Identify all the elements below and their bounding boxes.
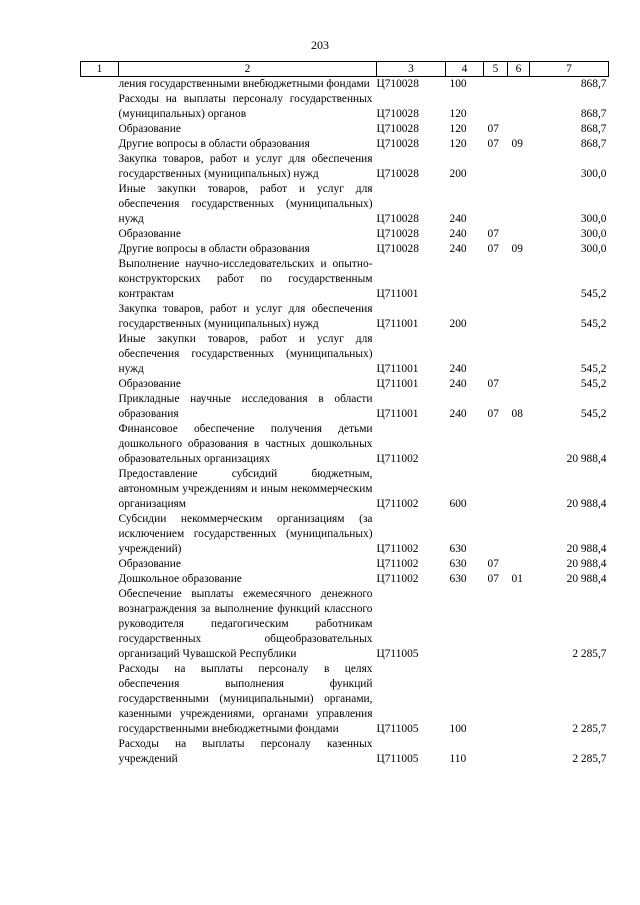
row-type-cell: 240	[449, 243, 467, 255]
row-type-cell: 100	[449, 723, 467, 735]
table-row	[81, 77, 609, 93]
row-section-cell: 07	[487, 378, 499, 390]
row-name-cell: Расходы на выплаты персоналу в целях обеспечения выполнения функций государственными (муниципальными) органами, казенными учреждениями, органами управления государственными внебюджетными фондами	[118, 663, 373, 735]
table-row	[81, 512, 609, 557]
table-row	[81, 467, 609, 512]
row-code-cell: Ц711005	[376, 648, 419, 660]
row-type-cell: 600	[449, 498, 467, 510]
row-type-cell: 240	[449, 363, 467, 375]
row-subsection-cell	[508, 467, 530, 512]
row-subsection-cell	[508, 332, 530, 377]
row-amount-cell: 545,2	[580, 318, 607, 330]
row-type-cell: 120	[449, 123, 467, 135]
table-row	[81, 332, 609, 377]
row-type-cell	[446, 257, 484, 302]
row-amount-cell: 300,0	[580, 228, 607, 240]
row-amount-cell: 545,2	[580, 378, 607, 390]
row-code-cell: Ц710028	[376, 108, 419, 120]
table-row	[81, 302, 609, 332]
column-header-6: 6	[508, 62, 530, 77]
row-type-cell: 240	[449, 408, 467, 420]
row-amount-cell: 868,7	[580, 78, 607, 90]
row-name-cell: Закупка товаров, работ и услуг для обеспечения государственных (муниципальных) нужд	[118, 303, 373, 330]
row-amount-cell: 20 988,4	[566, 453, 607, 465]
row-index-cell	[81, 182, 119, 227]
row-type-cell	[446, 422, 484, 467]
row-amount-cell: 20 988,4	[566, 573, 607, 585]
row-section-cell	[484, 332, 508, 377]
column-header-2: 2	[119, 62, 377, 77]
row-name-cell: Финансовое обеспечение получения детьми дошкольного образования в частных дошкольных образовательных организациях	[118, 423, 373, 465]
row-name-cell: Субсидии некоммерческим организациям (за исключением государственных (муниципальных) учреждений)	[118, 513, 373, 555]
row-code-cell: Ц711002	[376, 573, 419, 585]
row-subsection-cell: 01	[511, 573, 523, 585]
row-subsection-cell	[508, 377, 530, 392]
table-row	[81, 92, 609, 122]
row-index-cell	[81, 737, 119, 767]
row-index-cell	[81, 152, 119, 182]
page-number: 203	[311, 38, 329, 52]
row-code-cell: Ц710028	[376, 138, 419, 150]
row-subsection-cell	[508, 302, 530, 332]
row-section-cell	[484, 152, 508, 182]
row-code-cell: Ц711001	[376, 408, 419, 420]
row-section-cell	[484, 182, 508, 227]
table-body	[81, 77, 609, 768]
table-row	[81, 572, 609, 587]
row-index-cell	[81, 377, 119, 392]
row-amount-cell: 545,2	[580, 408, 607, 420]
row-section-cell	[484, 422, 508, 467]
column-header-4: 4	[446, 62, 484, 77]
row-name-cell: Образование	[118, 228, 181, 240]
row-subsection-cell	[508, 257, 530, 302]
row-name-cell: Образование	[118, 123, 181, 135]
table-row	[81, 737, 609, 767]
row-index-cell	[81, 587, 119, 662]
row-section-cell	[484, 302, 508, 332]
row-name-cell: Другие вопросы в области образования	[118, 138, 310, 150]
row-name-cell: Образование	[118, 378, 181, 390]
table-row	[81, 557, 609, 572]
row-name-cell: Выполнение научно-исследовательских и опытно-конструкторских работ по государственным контрактам	[118, 258, 373, 300]
table-row	[81, 137, 609, 152]
row-subsection-cell	[508, 152, 530, 182]
row-code-cell: Ц710028	[376, 168, 419, 180]
row-subsection-cell	[508, 587, 530, 662]
row-subsection-cell	[508, 182, 530, 227]
row-name-cell: Расходы на выплаты персоналу казенных учреждений	[118, 738, 373, 765]
row-type-cell: 240	[449, 213, 467, 225]
row-amount-cell: 2 285,7	[572, 723, 607, 735]
row-name-cell: Предоставление субсидий бюджетным, автономным учреждениям и иным некоммерческим организациям	[118, 468, 373, 510]
row-section-cell	[484, 92, 508, 122]
row-type-cell	[446, 587, 484, 662]
row-section-cell: 07	[487, 558, 499, 570]
row-section-cell: 07	[487, 573, 499, 585]
row-subsection-cell: 09	[511, 138, 523, 150]
row-name-cell: Прикладные научные исследования в области образования	[118, 393, 373, 420]
column-header-7: 7	[530, 62, 609, 77]
row-type-cell: 240	[449, 228, 467, 240]
table-row	[81, 152, 609, 182]
row-amount-cell: 20 988,4	[566, 543, 607, 555]
table-row	[81, 377, 609, 392]
row-subsection-cell	[508, 422, 530, 467]
row-name-cell: Закупка товаров, работ и услуг для обеспечения государственных (муниципальных) нужд	[118, 153, 373, 180]
row-section-cell	[484, 662, 508, 737]
row-name-cell: Обеспечение выплаты ежемесячного денежного вознаграждения за выполнение функций классного руководителя педагогическим работникам государственных общеобразовательных организаций Чувашской Республики	[118, 588, 373, 660]
row-index-cell	[81, 512, 119, 557]
row-name-cell: ления государственными внебюджетными фондами	[118, 78, 370, 90]
row-name-cell: Образование	[118, 558, 181, 570]
row-subsection-cell	[508, 92, 530, 122]
row-subsection-cell	[508, 512, 530, 557]
table-row	[81, 662, 609, 737]
row-index-cell	[81, 122, 119, 137]
row-section-cell	[484, 257, 508, 302]
row-index-cell	[81, 662, 119, 737]
row-code-cell: Ц711002	[376, 498, 419, 510]
row-type-cell: 100	[449, 78, 467, 90]
row-amount-cell: 300,0	[580, 168, 607, 180]
row-index-cell	[81, 137, 119, 152]
row-code-cell: Ц710028	[376, 213, 419, 225]
row-section-cell	[484, 512, 508, 557]
row-section-cell: 07	[487, 228, 499, 240]
column-header-1: 1	[81, 62, 119, 77]
row-amount-cell: 300,0	[580, 243, 607, 255]
row-index-cell	[81, 572, 119, 587]
row-name-cell: Другие вопросы в области образования	[118, 243, 310, 255]
row-code-cell: Ц710028	[376, 243, 419, 255]
row-code-cell: Ц711005	[376, 723, 419, 735]
row-type-cell: 200	[449, 168, 467, 180]
row-index-cell	[81, 227, 119, 242]
row-section-cell	[484, 467, 508, 512]
row-index-cell	[81, 557, 119, 572]
row-name-cell: Расходы на выплаты персоналу государственных (муниципальных) органов	[118, 93, 373, 120]
row-type-cell: 630	[449, 558, 467, 570]
table-row	[81, 182, 609, 227]
row-amount-cell: 2 285,7	[572, 753, 607, 765]
table-row	[81, 242, 609, 257]
row-type-cell: 120	[449, 138, 467, 150]
row-subsection-cell	[508, 557, 530, 572]
row-index-cell	[81, 302, 119, 332]
row-section-cell: 07	[487, 138, 499, 150]
row-amount-cell: 2 285,7	[572, 648, 607, 660]
table-row	[81, 422, 609, 467]
column-header-3: 3	[377, 62, 446, 77]
row-code-cell: Ц711002	[376, 453, 419, 465]
column-header-5: 5	[484, 62, 508, 77]
row-code-cell: Ц711001	[376, 318, 419, 330]
table-header	[81, 62, 609, 77]
row-amount-cell: 868,7	[580, 138, 607, 150]
row-index-cell	[81, 242, 119, 257]
row-name-cell: Иные закупки товаров, работ и услуг для обеспечения государственных (муниципальных) нужд	[118, 183, 373, 225]
row-type-cell: 240	[449, 378, 467, 390]
row-amount-cell: 20 988,4	[566, 558, 607, 570]
row-name-cell: Иные закупки товаров, работ и услуг для обеспечения государственных (муниципальных) нужд	[118, 333, 373, 375]
table-row	[81, 122, 609, 137]
row-amount-cell: 868,7	[580, 108, 607, 120]
row-code-cell: Ц710028	[376, 228, 419, 240]
row-subsection-cell	[508, 662, 530, 737]
row-code-cell: Ц711001	[376, 363, 419, 375]
row-code-cell: Ц711002	[376, 543, 419, 555]
row-section-cell: 07	[487, 243, 499, 255]
row-amount-cell: 868,7	[580, 123, 607, 135]
budget-table	[80, 61, 609, 767]
row-section-cell: 07	[487, 408, 499, 420]
row-subsection-cell	[508, 77, 530, 93]
table-row	[81, 392, 609, 422]
row-subsection-cell	[508, 227, 530, 242]
row-subsection-cell: 08	[511, 408, 523, 420]
row-subsection-cell: 09	[511, 243, 523, 255]
row-subsection-cell	[508, 737, 530, 767]
row-index-cell	[81, 92, 119, 122]
row-type-cell: 630	[449, 573, 467, 585]
table-row	[81, 257, 609, 302]
row-amount-cell: 300,0	[580, 213, 607, 225]
row-index-cell	[81, 332, 119, 377]
row-type-cell: 200	[449, 318, 467, 330]
row-code-cell: Ц711005	[376, 753, 419, 765]
row-section-cell	[484, 737, 508, 767]
row-amount-cell: 20 988,4	[566, 498, 607, 510]
row-code-cell: Ц710028	[376, 78, 419, 90]
row-index-cell	[81, 467, 119, 512]
table-row	[81, 587, 609, 662]
row-index-cell	[81, 392, 119, 422]
row-type-cell: 110	[449, 753, 467, 765]
row-code-cell: Ц711002	[376, 558, 419, 570]
row-amount-cell: 545,2	[580, 363, 607, 375]
row-index-cell	[81, 257, 119, 302]
row-code-cell: Ц711001	[376, 288, 419, 300]
row-index-cell	[81, 422, 119, 467]
row-index-cell	[81, 77, 119, 93]
row-amount-cell: 545,2	[580, 288, 607, 300]
table-row	[81, 227, 609, 242]
row-section-cell: 07	[487, 123, 499, 135]
row-section-cell	[484, 77, 508, 93]
row-section-cell	[484, 587, 508, 662]
row-code-cell: Ц711001	[376, 378, 419, 390]
row-type-cell: 120	[449, 108, 467, 120]
row-type-cell: 630	[449, 543, 467, 555]
row-name-cell: Дошкольное образование	[118, 573, 242, 585]
row-code-cell: Ц710028	[376, 123, 419, 135]
row-subsection-cell	[508, 122, 530, 137]
